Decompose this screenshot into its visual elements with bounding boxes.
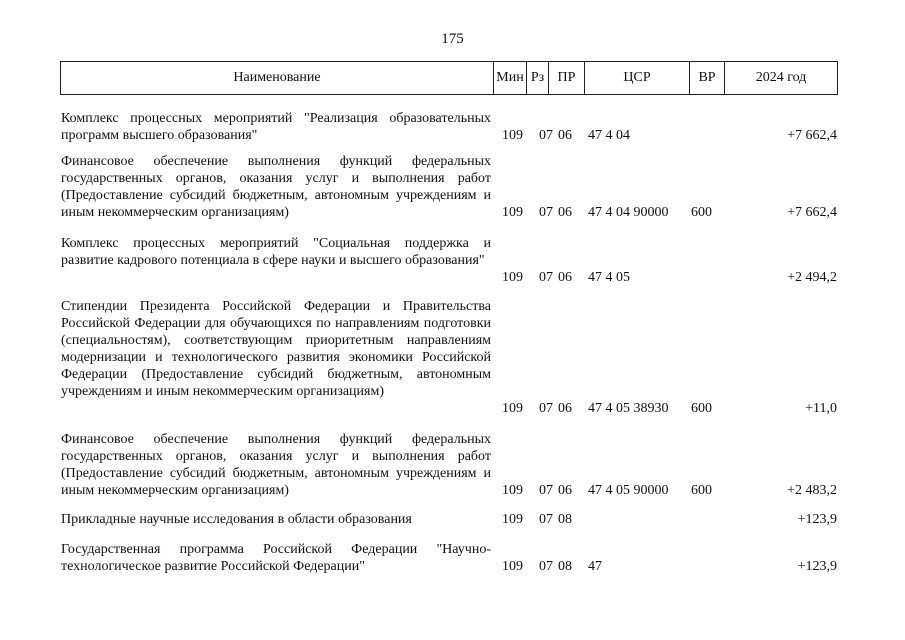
- row-value: +11,0: [805, 401, 837, 416]
- row-rz: 07: [539, 128, 553, 143]
- header-csr: ЦСР: [584, 62, 689, 94]
- row-name: Прикладные научные исследования в области образования: [61, 512, 412, 527]
- row-name: Государственная программа Российской Федерации "Научно-технологическое развитие Российской Федерации": [61, 542, 491, 574]
- row-rz: 07: [539, 270, 553, 285]
- row-value: +123,9: [797, 559, 837, 574]
- row-csr: 47: [588, 559, 602, 574]
- row-rz: 07: [539, 205, 553, 220]
- row-value: +2 494,2: [787, 270, 837, 285]
- row-name: Комплекс процессных мероприятий "Социальная поддержка и развитие кадрового потенциала в сфере науки и высшего образования": [61, 236, 491, 268]
- row-pr: 06: [558, 270, 572, 285]
- row-rz: 07: [539, 559, 553, 574]
- row-rz: 07: [539, 483, 553, 498]
- row-pr: 08: [558, 559, 572, 574]
- header-name: Наименование: [233, 70, 321, 85]
- row-min: 109: [502, 512, 523, 527]
- header-rz: Рз: [526, 62, 548, 94]
- row-rz: 07: [539, 401, 553, 416]
- row-name: Стипендии Президента Российской Федерации и Правительства Российской Федерации для обучающихся по направлениям подготовки (специальностям), соответствующим приоритетным направлениям модернизации и технологического развития экономики Российской Федерации (Предоставление субсидий бюджетным, автономным учреждениям и иным некоммерческим организациям): [61, 299, 491, 399]
- row-min: 109: [502, 401, 523, 416]
- table-header: [60, 61, 838, 95]
- row-pr: 06: [558, 483, 572, 498]
- row-value: +7 662,4: [787, 205, 837, 220]
- row-pr: 06: [558, 401, 572, 416]
- row-csr: 47 4 05 38930: [588, 401, 669, 416]
- row-value: +123,9: [797, 512, 837, 527]
- header-pr: ПР: [548, 62, 584, 94]
- row-min: 109: [502, 205, 523, 220]
- row-name: Финансовое обеспечение выполнения функций федеральных государственных органов, оказания услуг и выполнения работ (Предоставление субсидий бюджетным, автономным учреждениям и иным некоммерческим организациям): [61, 154, 491, 220]
- row-pr: 08: [558, 512, 572, 527]
- row-pr: 06: [558, 128, 572, 143]
- row-min: 109: [502, 128, 523, 143]
- row-vr: 600: [691, 483, 712, 498]
- row-min: 109: [502, 270, 523, 285]
- row-rz: 07: [539, 512, 553, 527]
- row-vr: 600: [691, 205, 712, 220]
- row-value: +7 662,4: [787, 128, 837, 143]
- row-name: Комплекс процессных мероприятий "Реализация образовательных программ высшего образования": [61, 111, 491, 143]
- page-number: 175: [441, 31, 464, 47]
- row-csr: 47 4 05: [588, 270, 630, 285]
- row-pr: 06: [558, 205, 572, 220]
- header-vr: ВР: [689, 62, 724, 94]
- row-csr: 47 4 04: [588, 128, 630, 143]
- row-name: Финансовое обеспечение выполнения функций федеральных государственных органов, оказания услуг и выполнения работ (Предоставление субсидий бюджетным, автономным учреждениям и иным некоммерческим организациям): [61, 432, 491, 498]
- row-vr: 600: [691, 401, 712, 416]
- header-year: 2024 год: [724, 62, 837, 94]
- row-min: 109: [502, 559, 523, 574]
- row-csr: 47 4 04 90000: [588, 205, 669, 220]
- header-min: Мин: [493, 62, 526, 94]
- row-value: +2 483,2: [787, 483, 837, 498]
- row-min: 109: [502, 483, 523, 498]
- row-csr: 47 4 05 90000: [588, 483, 669, 498]
